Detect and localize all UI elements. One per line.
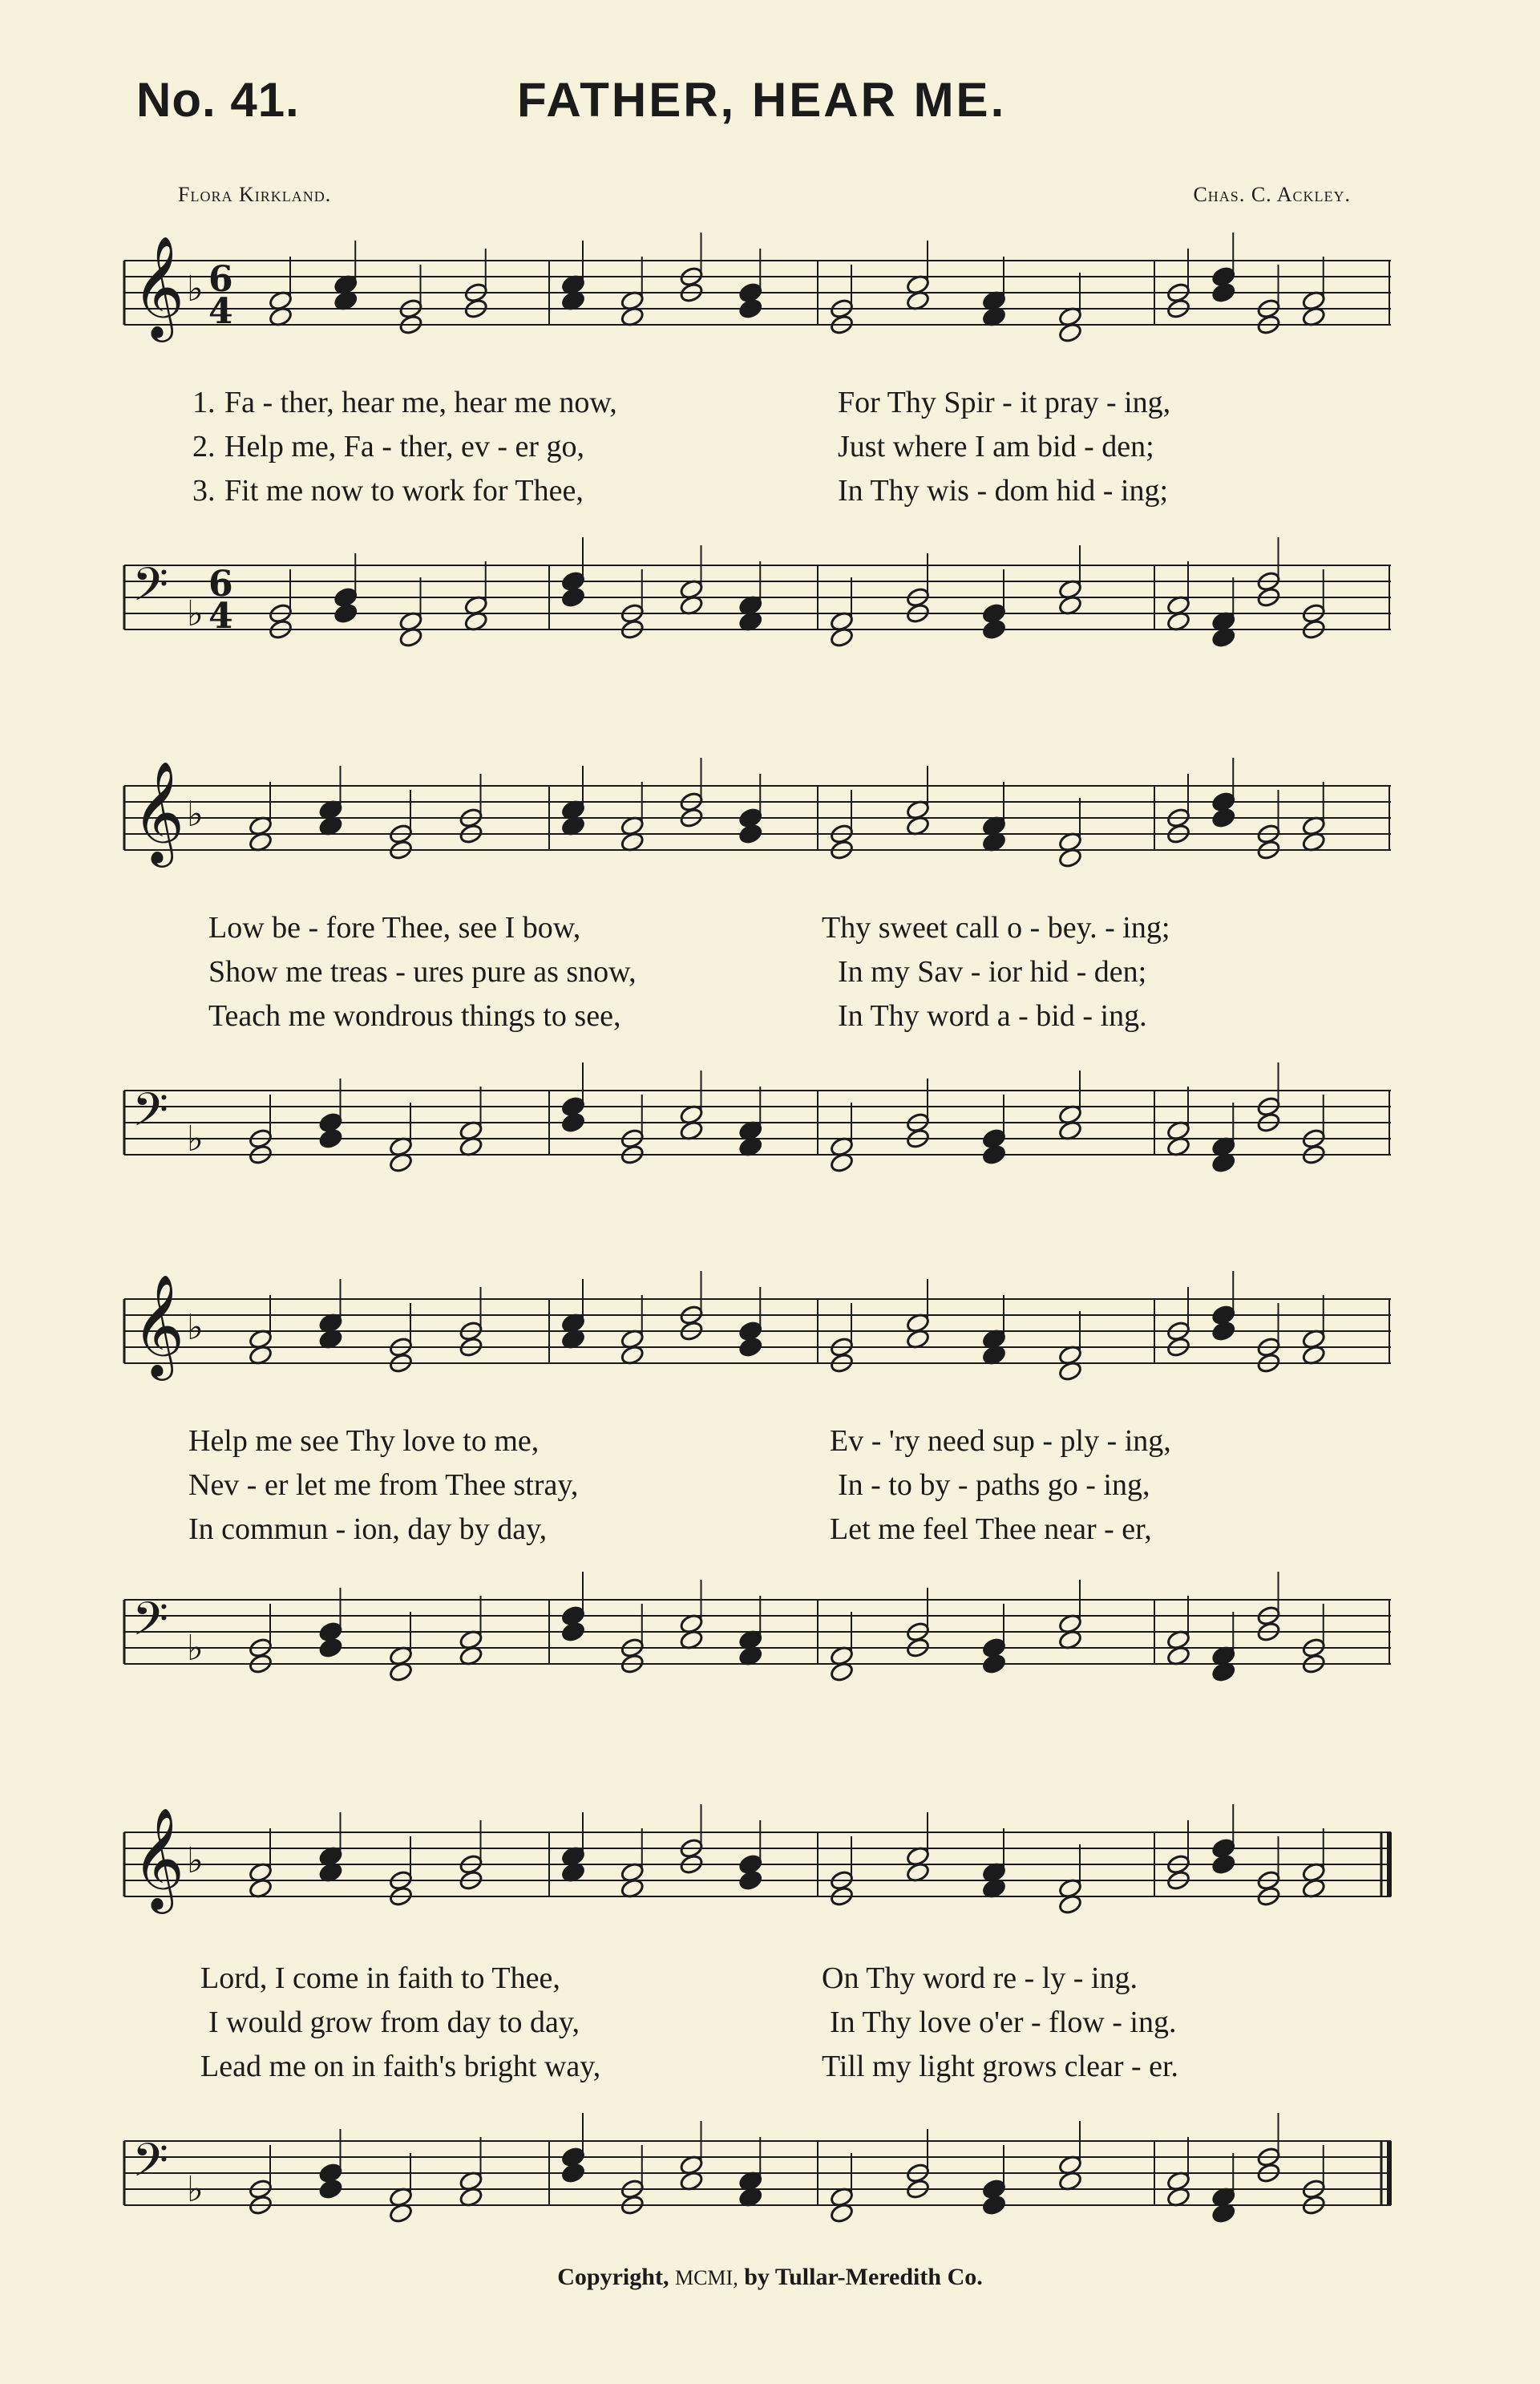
lyric-phrase-a: Lord, I come in faith to Thee, bbox=[200, 1961, 560, 1995]
lyric-phrase-b: Ev - 'ry need sup - ply - ing, bbox=[830, 1424, 1171, 1458]
lyric-phrase-a: Fit me now to work for Thee, bbox=[224, 474, 584, 508]
flat-icon: ♭ bbox=[187, 593, 204, 634]
verse-line bbox=[116, 1423, 1399, 1467]
lyric-phrase-b: In Thy love o'er - flow - ing. bbox=[830, 2006, 1177, 2039]
lyric-phrase-b: Thy sweet call o - bey. - ing; bbox=[822, 911, 1170, 945]
note-head bbox=[333, 602, 358, 624]
copyright-notice bbox=[0, 2264, 1540, 2291]
verse-line bbox=[116, 429, 1399, 472]
bass-staff bbox=[116, 521, 1399, 666]
lyric-phrase-b: In my Sav - ior hid - den; bbox=[838, 955, 1147, 989]
note-head bbox=[318, 1637, 343, 1658]
verse-line bbox=[116, 1961, 1399, 2004]
note-head bbox=[981, 618, 1006, 640]
note-head bbox=[318, 2178, 343, 2200]
bass-clef-icon: 𝄢 bbox=[132, 1592, 169, 1657]
verse-number: 1. bbox=[192, 386, 216, 419]
bass-staff bbox=[116, 1046, 1399, 1191]
note-head bbox=[1211, 807, 1236, 828]
verse-line bbox=[116, 910, 1399, 953]
lyricist-credit: Flora Kirkland. bbox=[178, 183, 332, 206]
hymn-number: No. 41. bbox=[136, 73, 300, 127]
verse-line bbox=[116, 1512, 1399, 1555]
lyric-phrase-a: Show me treas - ures pure as snow, bbox=[208, 955, 637, 989]
bass-clef-icon: 𝄢 bbox=[132, 1083, 169, 1148]
treble-clef-icon: 𝄞 bbox=[132, 760, 185, 863]
note-head bbox=[981, 2194, 1006, 2216]
lyric-phrase-b: For Thy Spir - it pray - ing, bbox=[838, 386, 1171, 419]
flat-icon: ♭ bbox=[187, 269, 204, 310]
lyric-phrase-a: Help me, Fa - ther, ev - er go, bbox=[224, 430, 585, 463]
lyric-phrase-b: In - to by - paths go - ing, bbox=[838, 1468, 1150, 1502]
lyric-phrase-b: Let me feel Thee near - er, bbox=[830, 1512, 1152, 1546]
lyric-phrase-b: In Thy wis - dom hid - ing; bbox=[838, 474, 1169, 508]
lyric-phrase-a: Teach me wondrous things to see, bbox=[208, 999, 621, 1033]
bass-clef-icon: 𝄢 bbox=[132, 2133, 169, 2199]
time-signature-bottom: 4 bbox=[208, 291, 233, 332]
lyric-phrase-b: Just where I am bid - den; bbox=[838, 430, 1154, 463]
lyric-phrase-a: Lead me on in faith's bright way, bbox=[200, 2050, 601, 2083]
verse-line bbox=[116, 385, 1399, 428]
treble-staff bbox=[116, 754, 1399, 878]
time-signature-top: 6 bbox=[208, 259, 233, 300]
flat-icon: ♭ bbox=[187, 794, 204, 835]
note-head bbox=[560, 1621, 585, 1642]
lyric-phrase-a: Fa - ther, hear me, hear me now, bbox=[224, 386, 617, 419]
treble-staff bbox=[116, 1267, 1399, 1391]
time-signature-bottom: 4 bbox=[208, 596, 233, 637]
copyright-label: Copyright, bbox=[557, 2264, 669, 2290]
treble-clef-icon: 𝄞 bbox=[132, 1273, 185, 1376]
lyric-phrase-a: Low be - fore Thee, see I bow, bbox=[208, 911, 581, 945]
note-head bbox=[1211, 1853, 1236, 1875]
flat-icon: ♭ bbox=[187, 1119, 204, 1160]
note-head bbox=[738, 1869, 763, 1891]
lyric-phrase-a: Nev - er let me from Thee stray, bbox=[188, 1468, 579, 1502]
lyric-phrase-a: In commun - ion, day by day, bbox=[188, 1512, 548, 1546]
flat-icon: ♭ bbox=[187, 1628, 204, 1669]
verse-number: 2. bbox=[192, 430, 216, 463]
note-head bbox=[981, 1653, 1006, 1674]
flat-icon: ♭ bbox=[187, 1307, 204, 1348]
treble-staff bbox=[116, 1800, 1399, 1925]
time-signature-top: 6 bbox=[208, 564, 233, 605]
verse-line bbox=[116, 473, 1399, 516]
flat-icon: ♭ bbox=[187, 1840, 204, 1881]
bass-clef-icon: 𝄢 bbox=[132, 557, 169, 623]
lyric-phrase-b: Till my light grows clear - er. bbox=[822, 2050, 1179, 2083]
note-head bbox=[981, 1143, 1006, 1165]
verse-line bbox=[116, 998, 1399, 1042]
note-head bbox=[738, 297, 763, 319]
lyric-phrase-a: I would grow from day to day, bbox=[208, 2006, 580, 2039]
lyric-phrase-b: On Thy word re - ly - ing. bbox=[822, 1961, 1138, 1995]
treble-staff bbox=[116, 229, 1399, 353]
note-head bbox=[1211, 1320, 1236, 1342]
lyric-phrase-b: In Thy word a - bid - ing. bbox=[838, 999, 1147, 1033]
flat-icon: ♭ bbox=[187, 2169, 204, 2210]
bass-staff bbox=[116, 1556, 1399, 1700]
note-head bbox=[560, 1111, 585, 1133]
verse-number: 3. bbox=[192, 474, 216, 508]
bass-staff bbox=[116, 2097, 1399, 2241]
lyric-phrase-a: Help me see Thy love to me, bbox=[188, 1424, 540, 1458]
copyright-year: MCMI, bbox=[674, 2266, 738, 2289]
note-head bbox=[738, 1336, 763, 1358]
verse-line bbox=[116, 954, 1399, 998]
verse-line bbox=[116, 1467, 1399, 1511]
note-head bbox=[560, 2162, 585, 2184]
note-head bbox=[560, 586, 585, 608]
copyright-publisher: by Tullar-Meredith Co. bbox=[744, 2264, 983, 2290]
hymn-title: FATHER, HEAR ME. bbox=[517, 73, 1007, 127]
treble-clef-icon: 𝄞 bbox=[132, 235, 185, 338]
verse-line bbox=[116, 2049, 1399, 2092]
note-head bbox=[318, 1127, 343, 1149]
composer-credit: Chas. C. Ackley. bbox=[1193, 183, 1351, 206]
verse-line bbox=[116, 2005, 1399, 2048]
note-head bbox=[1211, 281, 1236, 303]
treble-clef-icon: 𝄞 bbox=[132, 1807, 185, 1909]
note-head bbox=[738, 823, 763, 844]
